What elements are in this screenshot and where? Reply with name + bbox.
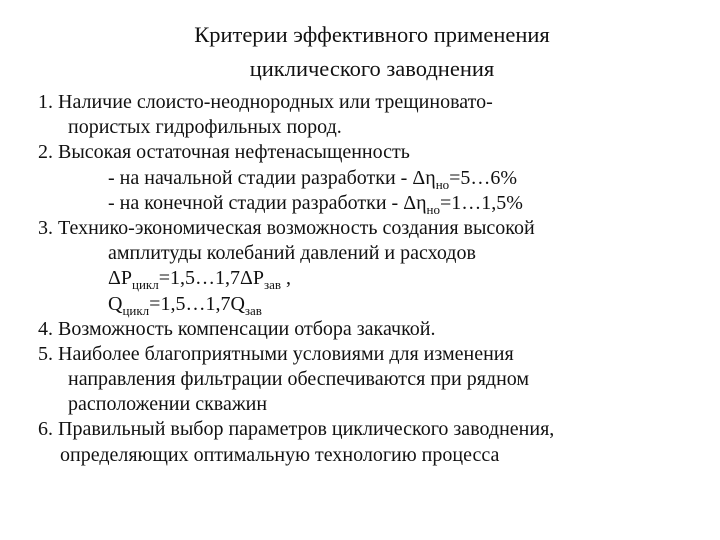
subitem-1-value: =5…6%: [449, 166, 518, 189]
flow-symbol: Q: [108, 292, 123, 315]
item-5-line-1: 5. Наиболее благоприятными условиями для изменения: [38, 342, 514, 365]
item-2-subitem-2: [38, 191, 708, 216]
item-2-subitem-1: [38, 166, 708, 191]
subscript-cycle: цикл: [122, 302, 150, 318]
item-1-line-1: 1. Наличие слоисто-неоднородных или трещиновато-: [38, 91, 493, 113]
title-line-1: Критерии эффективного применения: [194, 22, 550, 47]
subscript-cycle: цикл: [131, 277, 159, 293]
pressure-ratio: =1,5…1,7ΔP: [158, 267, 264, 290]
subscript-no: но: [426, 201, 440, 217]
item-6-line-1: 6. Правильный выбор параметров циклического заводнения,: [38, 418, 555, 441]
item-4-line-1: 4. Возможность компенсации отбора закачкой.: [38, 317, 436, 340]
pressure-symbol: ΔP: [108, 267, 132, 290]
formula-separator: ,: [281, 267, 292, 290]
subscript-injection: зав: [244, 302, 262, 318]
flow-formula: [38, 292, 708, 317]
item-5-line-3: расположении скважин: [68, 393, 268, 416]
delta-eta-symbol: Δη: [403, 191, 427, 214]
item-2-line-1: 2. Высокая остаточная нефтенасыщенность: [38, 141, 410, 164]
subscript-injection: зав: [263, 277, 282, 293]
criteria-list: [38, 90, 708, 468]
subitem-2-value: =1…1,5%: [440, 191, 523, 214]
title-line-2: циклического заводнения: [249, 56, 495, 81]
subitem-1-text: - на начальной стадии разработки -: [108, 166, 413, 189]
item-3-line-2: амплитуды колебаний давлений и расходов: [108, 242, 476, 265]
subscript-no: но: [435, 176, 450, 192]
item-6-line-2: определяющих оптимальную технологию процесса: [60, 443, 500, 466]
delta-eta-symbol: Δη: [412, 166, 436, 189]
subitem-2-text: - на конечной стадии разработки -: [108, 191, 404, 214]
pressure-formula: [38, 266, 708, 291]
item-1-line-2: пористых гидрофильных пород.: [68, 116, 342, 139]
flow-ratio: =1,5…1,7Q: [149, 292, 245, 315]
item-3-line-1: 3. Технико-экономическая возможность создания высокой: [38, 216, 535, 239]
item-5-line-2: направления фильтрации обеспечиваются при рядном: [68, 368, 530, 391]
slide-title: [0, 18, 720, 86]
